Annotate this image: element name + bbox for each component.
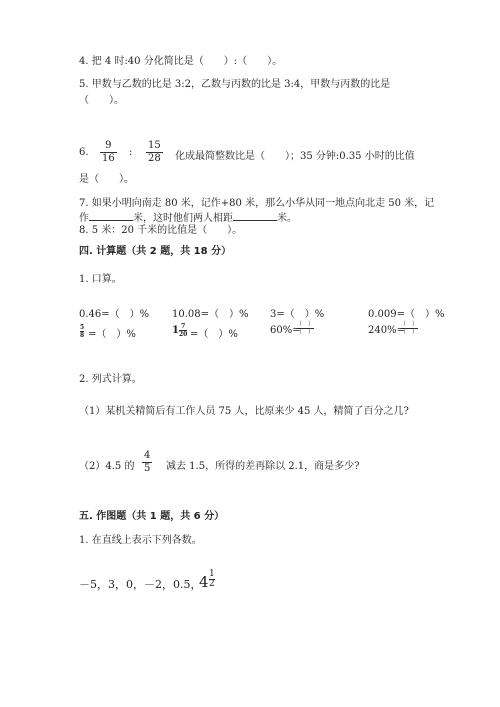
fraction-denominator: （ ） bbox=[296, 329, 315, 336]
calc-item-7-head: 60%= bbox=[270, 325, 301, 336]
question-5-line2: （ ）。 bbox=[79, 95, 124, 106]
question-8: 8. 5 米：20 千米的比值是（ ）。 bbox=[79, 225, 243, 236]
fraction-numerator: （ ） bbox=[400, 321, 419, 328]
problem-2-tail: 减去 1.5，所得的差再除以 2.1，商是多少? bbox=[166, 461, 360, 472]
answer-blank bbox=[233, 211, 277, 221]
calc-item-6-whole: 1 bbox=[172, 325, 179, 336]
calc-item-5-tail: =（ ）% bbox=[88, 329, 136, 340]
question-7-part-c: 米。 bbox=[277, 213, 297, 224]
subquestion-number-line: 1. 在直线上表示下列各数。 bbox=[79, 535, 202, 546]
calc-item-8-fraction bbox=[400, 321, 418, 336]
question-7-part-a: 作 bbox=[79, 213, 89, 224]
question-4: 4. 把 4 时:40 分化简比是（ ）:（ ）。 bbox=[79, 56, 283, 67]
calc-item-6-fraction bbox=[179, 323, 187, 338]
fraction-numerator: 5 bbox=[80, 324, 85, 331]
fraction-numerator: 1 bbox=[209, 569, 215, 579]
fraction-denominator: 8 bbox=[80, 332, 85, 339]
question-6-number: 6. bbox=[79, 147, 89, 158]
calc-item-5-fraction bbox=[80, 324, 84, 339]
calc-item-8-head: 240%= bbox=[368, 325, 405, 336]
subquestion-oral-calc: 1. 口算。 bbox=[79, 274, 122, 285]
section-5-heading: 五. 作图题（共 1 题，共 6 分） bbox=[79, 511, 225, 522]
question-6-fraction-1 bbox=[100, 140, 117, 165]
question-6-colon: : bbox=[129, 147, 133, 158]
problem-1: （1）某机关精简后有工作人员 75 人，比原来少 45 人，精简了百分之几? bbox=[79, 406, 409, 417]
calc-item-6-tail: =（ ）% bbox=[190, 329, 238, 340]
fraction-numerator: （ ） bbox=[296, 321, 315, 328]
calc-item-3: 3=（ ）% bbox=[270, 309, 325, 320]
fraction-numerator: 15 bbox=[148, 140, 161, 151]
question-6-line2: 是（ ）。 bbox=[79, 174, 134, 185]
section-4-heading: 四. 计算题（共 2 题，共 18 分） bbox=[79, 246, 232, 257]
fraction-denominator: 2 bbox=[209, 579, 215, 589]
question-6-fraction-2 bbox=[146, 140, 163, 165]
problem-2-fraction bbox=[142, 450, 152, 475]
calc-item-4: 0.009=（ ）% bbox=[368, 309, 445, 320]
fraction-denominator: 20 bbox=[179, 331, 188, 338]
fraction-denominator: 28 bbox=[148, 153, 161, 164]
fraction-numerator: 7 bbox=[181, 323, 186, 330]
subquestion-column-calc: 2. 列式计算。 bbox=[79, 374, 142, 385]
mixed-number-fraction bbox=[209, 570, 215, 589]
problem-2-head: （2）4.5 的 bbox=[79, 461, 135, 472]
number-list: －5，3，0，－2，0.5， bbox=[79, 578, 202, 591]
question-6-tail: 化成最简整数比是（ ）；35 分钟:0.35 小时的比值 bbox=[175, 151, 415, 162]
calc-item-7-fraction bbox=[296, 321, 314, 336]
fraction-denominator: 16 bbox=[102, 153, 115, 164]
answer-blank bbox=[89, 211, 133, 221]
fraction-denominator: 5 bbox=[144, 463, 151, 474]
fraction-numerator: 9 bbox=[105, 140, 112, 151]
question-7-line1: 7. 如果小明向南走 80 米，记作+80 米，那么小华从同一地点向北走 50 米，记 bbox=[79, 198, 435, 209]
question-5-line1: 5. 甲数与乙数的比是 3:2，乙数与丙数的比是 3:4，甲数与丙数的比是 bbox=[79, 79, 391, 90]
calc-item-1: 0.46=（ ）% bbox=[79, 309, 150, 320]
question-7-part-b: 米，这时他们两人相距 bbox=[133, 213, 233, 224]
fraction-numerator: 4 bbox=[144, 450, 151, 461]
calc-item-2: 10.08=（ ）% bbox=[172, 309, 249, 320]
fraction-denominator: （ ） bbox=[400, 329, 419, 336]
mixed-number-whole: 4 bbox=[199, 573, 209, 591]
